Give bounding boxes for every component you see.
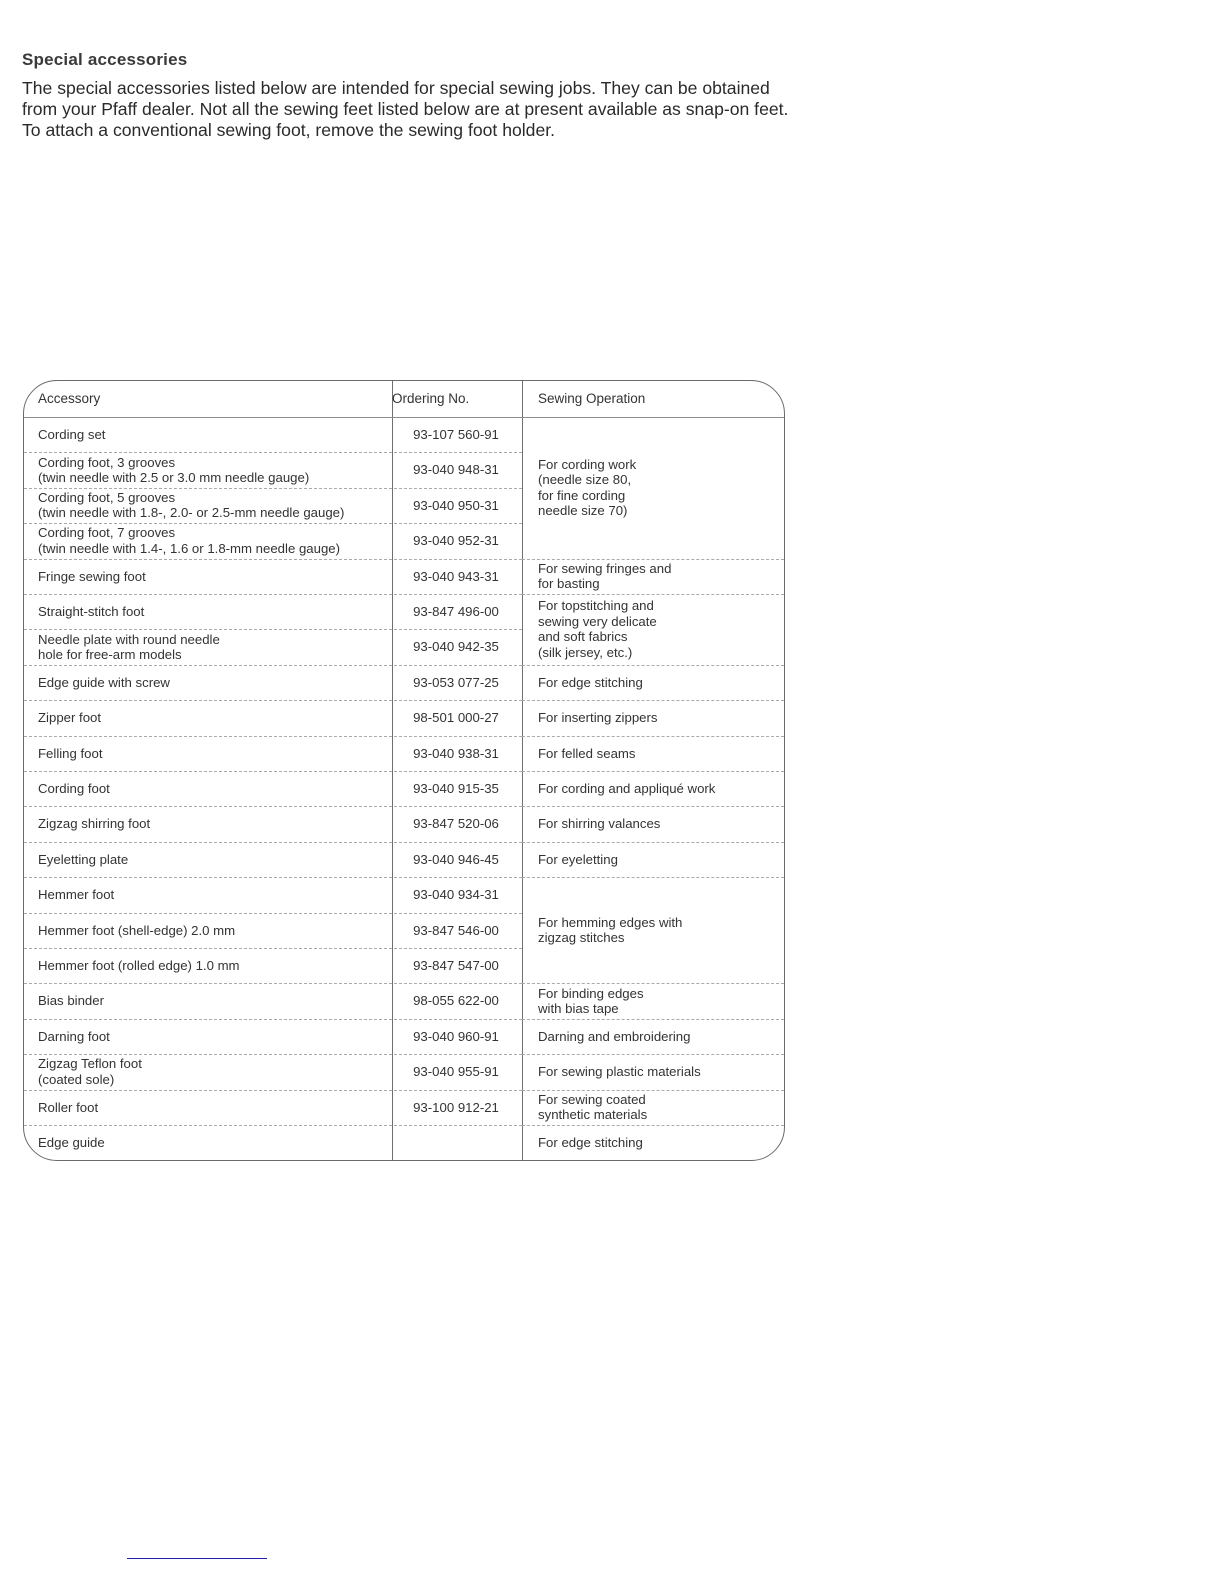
sewing-operation-cell: For cording and appliqué work bbox=[538, 780, 716, 796]
accessory-cell: Cording set bbox=[38, 426, 106, 442]
accessory-cell: Felling foot bbox=[38, 745, 103, 761]
ordering-number-cell: 93-040 955-91 bbox=[413, 1064, 499, 1080]
sewing-operation-cell: For edge stitching bbox=[538, 1134, 643, 1150]
ordering-number-cell: 93-100 912-21 bbox=[413, 1099, 499, 1115]
ordering-number-cell: 93-040 960-91 bbox=[413, 1028, 499, 1044]
ordering-number-cell: 93-040 934-31 bbox=[413, 887, 499, 903]
ordering-number-cell: 93-040 946-45 bbox=[413, 851, 499, 867]
sewing-operation-cell: For topstitching and sewing very delicate and soft fabrics (silk jersey, etc.) bbox=[538, 598, 657, 660]
accessory-cell: Darning foot bbox=[38, 1028, 110, 1044]
accessory-cell: Hemmer foot (rolled edge) 1.0 mm bbox=[38, 957, 240, 973]
accessory-cell: Cording foot, 5 grooves (twin needle with 1.8-, 2.0- or 2.5-mm needle gauge) bbox=[38, 489, 345, 521]
accessory-cell: Edge guide bbox=[38, 1134, 105, 1150]
accessory-cell: Cording foot bbox=[38, 780, 110, 796]
sewing-operation-cell: For hemming edges with zigzag stitches bbox=[538, 914, 683, 946]
accessory-cell: Hemmer foot bbox=[38, 887, 115, 903]
ordering-number-cell: 93-107 560-91 bbox=[413, 426, 499, 442]
sewing-operation-cell: For cording work (needle size 80, for fine cording needle size 70) bbox=[538, 456, 637, 519]
accessory-cell: Hemmer foot (shell-edge) 2.0 mm bbox=[38, 922, 236, 938]
accessory-cell: Zigzag Teflon foot (coated sole) bbox=[38, 1056, 142, 1087]
ordering-number-cell: 93-040 950-31 bbox=[413, 497, 499, 513]
ordering-number-cell: 93-847 546-00 bbox=[413, 922, 499, 938]
ordering-number-cell: 93-847 496-00 bbox=[413, 603, 499, 619]
ordering-number-cell: 93-040 952-31 bbox=[413, 533, 499, 549]
accessory-cell: Zigzag shirring foot bbox=[38, 816, 151, 832]
sewing-operation-cell: Darning and embroidering bbox=[538, 1028, 691, 1044]
accessories-table bbox=[23, 380, 785, 1161]
ordering-number-cell: 93-040 915-35 bbox=[413, 780, 499, 796]
accessory-cell: Fringe sewing foot bbox=[38, 568, 146, 584]
column-header: Sewing Operation bbox=[538, 391, 646, 407]
section-heading: Special accessories bbox=[22, 50, 188, 69]
sewing-operation-cell: For inserting zippers bbox=[538, 710, 658, 726]
ordering-number-cell: 98-501 000-27 bbox=[413, 710, 499, 726]
accessory-cell: Needle plate with round needle hole for free-arm models bbox=[38, 631, 220, 663]
sewing-operation-cell: For shirring valances bbox=[538, 816, 661, 832]
accessory-cell: Cording foot, 7 grooves (twin needle with 1.4-, 1.6 or 1.8-mm needle gauge) bbox=[38, 525, 341, 556]
accessory-cell: Zipper foot bbox=[38, 710, 102, 726]
footer-rule bbox=[127, 1558, 267, 1559]
accessory-cell: Bias binder bbox=[38, 993, 104, 1009]
accessory-cell: Edge guide with screw bbox=[38, 674, 170, 690]
sewing-operation-cell: For sewing coated synthetic materials bbox=[538, 1091, 648, 1123]
ordering-number-cell: 93-040 942-35 bbox=[413, 639, 499, 655]
accessory-cell: Eyeletting plate bbox=[38, 851, 129, 867]
ordering-number-cell: 93-040 938-31 bbox=[413, 745, 499, 761]
ordering-number-cell: 93-053 077-25 bbox=[413, 674, 499, 690]
column-header: Accessory bbox=[38, 391, 101, 407]
ordering-number-cell: 93-040 943-31 bbox=[413, 568, 499, 584]
ordering-number-cell: 93-847 520-06 bbox=[413, 816, 499, 832]
ordering-number-cell: 98-055 622-00 bbox=[413, 993, 499, 1009]
accessory-cell: Roller foot bbox=[38, 1099, 99, 1115]
ordering-number-cell: 93-040 948-31 bbox=[413, 462, 499, 478]
accessory-cell: Straight-stitch foot bbox=[38, 603, 145, 619]
sewing-operation-cell: For sewing plastic materials bbox=[538, 1064, 701, 1080]
sewing-operation-cell: For eyeletting bbox=[538, 851, 618, 867]
sewing-operation-cell: For edge stitching bbox=[538, 674, 643, 690]
intro-paragraph: The special accessories listed below are intended for special sewing jobs. They can be obtained from your Pfaff dealer. Not all the sewing feet listed below are at present available as snap-on feet. To attach a conventional sewing foot, remove the sewing foot holder. bbox=[22, 78, 789, 140]
ordering-number-cell: 93-847 547-00 bbox=[413, 957, 499, 973]
sewing-operation-cell: For binding edges with bias tape bbox=[538, 985, 644, 1017]
accessory-cell: Cording foot, 3 grooves (twin needle with 2.5 or 3.0 mm needle gauge) bbox=[38, 454, 310, 486]
table-grid bbox=[24, 381, 784, 1160]
sewing-operation-cell: For sewing fringes and for basting bbox=[538, 560, 672, 592]
sewing-operation-cell: For felled seams bbox=[538, 745, 636, 761]
column-header: Ordering No. bbox=[392, 391, 470, 407]
